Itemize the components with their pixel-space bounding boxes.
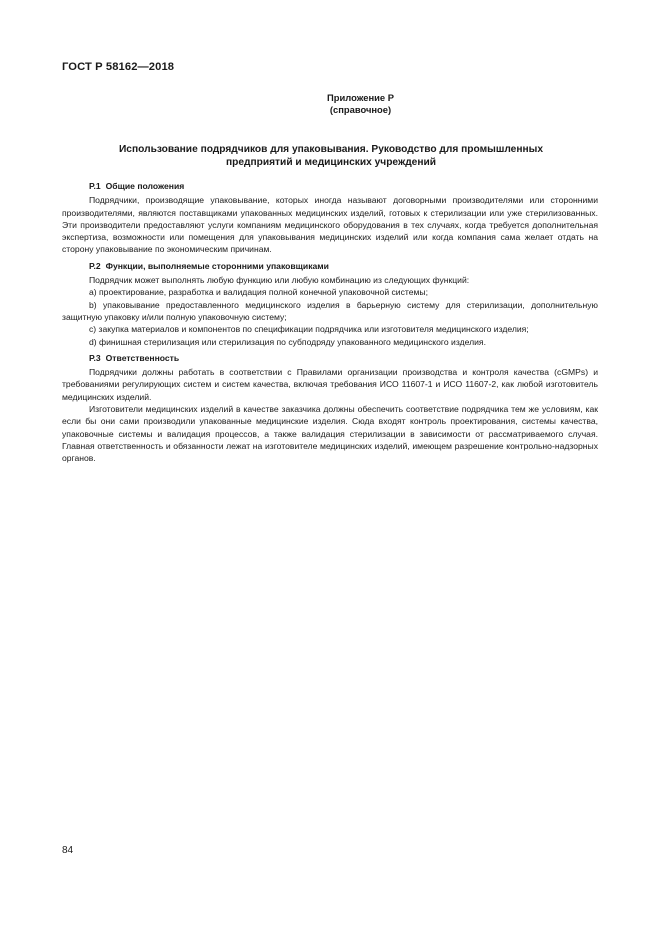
section-number: Р.2: [89, 260, 101, 271]
section-title: Ответственность: [105, 352, 180, 363]
document-body: [62, 180, 598, 465]
annex-subtitle: (справочное): [329, 104, 392, 115]
document-title-line-2: предприятий и медицинских учреждений: [225, 157, 437, 168]
standard-header: ГОСТ Р 58162—2018: [62, 61, 175, 73]
section-title: Функции, выполняемые сторонними упаковщиками: [105, 260, 329, 271]
section-heading: [62, 180, 598, 192]
annex-heading: [0, 92, 661, 116]
paragraph: Изготовители медицинских изделий в качестве заказчика должны обеспечить соответствие подрядчика тем же условиям, как если бы они сами производили упакованные медицинские изделия. Сюда входят контроль проектирования, системы качества, упаковочные системы и валидация процессов, а также валидация стерилизации в зависимости от рассматриваемого случая. Главная ответственность и обязанности лежат на изготовителе медицинских изделий, имеющем разрешение контрольно-надзорных органов.: [62, 404, 598, 464]
section-heading: [62, 352, 598, 364]
section-title: Общие положения: [105, 181, 185, 191]
document-title-line-1: Использование подрядчиков для упаковывания. Руководство для промышленных: [118, 144, 544, 155]
annex-title: Приложение Р: [327, 92, 394, 103]
paragraph: Подрядчики должны работать в соответствии с Правилами организации производства и контроля качества (cGMPs) и требованиями регулирующих систем и систем качества, включая требования ИСО 11607-1 и ИСО 11607-2, как любой изготовитель медицинских изделий.: [62, 367, 598, 402]
paragraph: Подрядчики, производящие упаковывание, которых иногда называют договорными производителями или сторонними производителями, являются поставщиками упакованных медицинских изделий, готовых к стерилизации или уже стерилизованных. Эти производители предоставляют услуги компаниям медицинского оборудования в тех случаях, когда требуется дополнительная экспертиза, возможности или помещения для упаковывания медицинских изделий или когда компания сама желает отдать на сторону упаковывание по экономическим причинам.: [62, 195, 598, 255]
section-heading: [62, 260, 598, 272]
paragraph: Подрядчик может выполнять любую функцию или любую комбинацию из следующих функций:: [89, 275, 470, 286]
section-number: Р.1: [89, 181, 101, 191]
list-item: d) финишная стерилизация или стерилизация по субподряду упакованного медицинского изделия.: [89, 336, 486, 347]
page-number: 84: [62, 845, 74, 856]
list-item: c) закупка материалов и компонентов по спецификации подрядчика или изготовителя медицинского изделия;: [89, 324, 529, 335]
document-title: [62, 143, 600, 169]
list-item: a) проектирование, разработка и валидация полной конечной упаковочной системы;: [89, 287, 428, 298]
list-item: b) упаковывание предоставленного медицинского изделия в барьерную систему для стерилизации, дополнительную защитную упаковку и/или полную упаковочную систему;: [62, 299, 598, 322]
section-number: Р.3: [89, 352, 101, 363]
